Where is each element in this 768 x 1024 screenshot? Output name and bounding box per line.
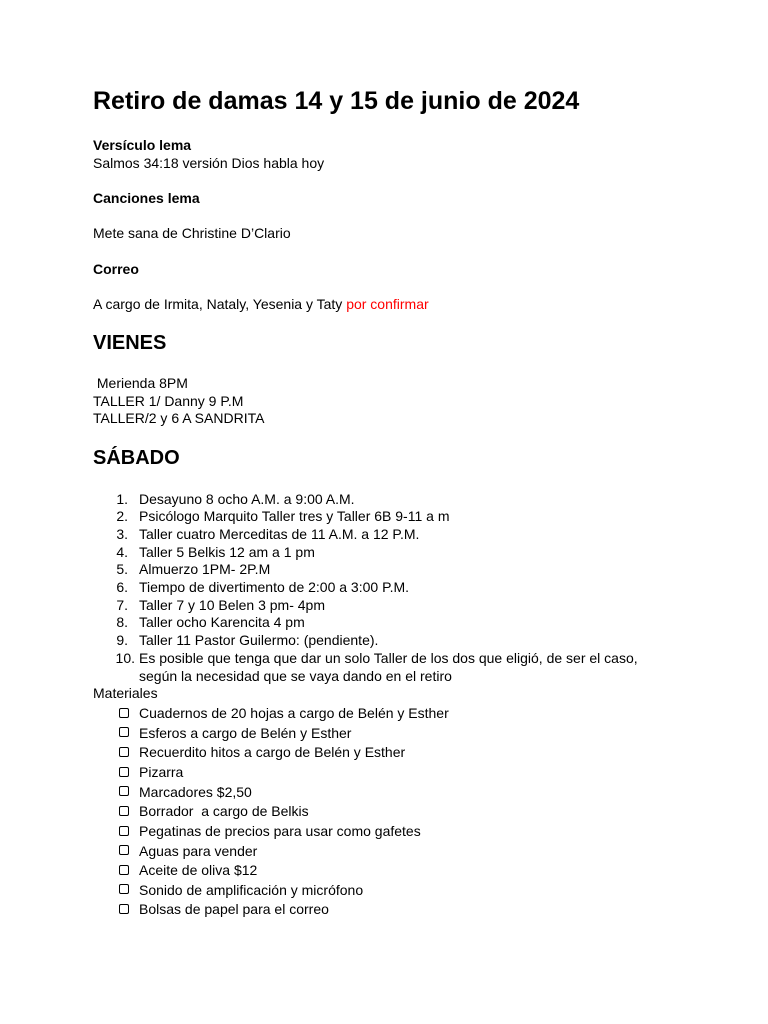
list-item-text: Almuerzo 1PM- 2P.M xyxy=(139,561,271,577)
list-item-text: Tiempo de divertimento de 2:00 a 3:00 P.M. xyxy=(139,579,410,595)
checkbox[interactable] xyxy=(119,786,129,796)
checkbox[interactable] xyxy=(119,806,129,816)
checklist-item-text: Pegatinas de precios para usar como gafetes xyxy=(139,823,421,839)
list-item-number: 1. xyxy=(116,491,128,507)
checklist-item-text: Aguas para vender xyxy=(139,843,258,859)
checklist-item-text: Sonido de amplificación y micrófono xyxy=(139,882,364,898)
correo-text: A cargo de Irmita, Nataly, Yesenia y Taty xyxy=(93,296,347,312)
checkbox[interactable] xyxy=(119,845,129,855)
list-item-number: 3. xyxy=(116,526,128,542)
checklist-item-text: Recuerdito hitos a cargo de Belén y Esther xyxy=(139,744,406,760)
list-item-text: Es posible que tenga que dar un solo Taller de los dos que eligió, de ser el caso, xyxy=(139,650,638,666)
versiculo-text: Salmos 34:18 versión Dios habla hoy xyxy=(93,155,325,171)
checklist-item-text: Esferos a cargo de Belén y Esther xyxy=(139,725,352,741)
list-item-number: 8. xyxy=(116,614,128,630)
page-title: Retiro de damas 14 y 15 de junio de 2024 xyxy=(93,87,580,115)
list-item-number: 4. xyxy=(116,544,128,560)
viernes-line-3: TALLER/2 y 6 A SANDRITA xyxy=(93,410,265,426)
list-item-number: 9. xyxy=(116,632,128,648)
correo-label: Correo xyxy=(93,261,139,277)
materiales-label: Materiales xyxy=(93,685,158,701)
sabado-heading: SÁBADO xyxy=(93,447,180,469)
canciones-label: Canciones lema xyxy=(93,190,200,206)
correo-status: por confirmar xyxy=(346,296,429,312)
correo-line xyxy=(93,295,429,313)
list-item-text-continued: según la necesidad que se vaya dando en el retiro xyxy=(139,668,452,684)
checkbox[interactable] xyxy=(119,708,129,718)
list-item-number: 7. xyxy=(116,597,128,613)
list-item-text: Taller ocho Karencita 4 pm xyxy=(139,614,305,630)
viernes-heading: VIENES xyxy=(93,332,167,354)
list-item-text: Taller 7 y 10 Belen 3 pm- 4pm xyxy=(139,597,325,613)
list-item-text: Taller 11 Pastor Guilermo: (pendiente). xyxy=(139,632,379,648)
checklist-item-text: Borrador a cargo de Belkis xyxy=(139,803,309,819)
checklist-item-text: Pizarra xyxy=(139,764,184,780)
list-item-text: Taller cuatro Merceditas de 11 A.M. a 12 P.M. xyxy=(139,526,420,542)
checkbox[interactable] xyxy=(119,826,129,836)
checkbox[interactable] xyxy=(119,747,129,757)
checklist-item-text: Aceite de oliva $12 xyxy=(139,862,258,878)
list-item-text: Taller 5 Belkis 12 am a 1 pm xyxy=(139,544,315,560)
checklist-item-text: Marcadores $2,50 xyxy=(139,784,252,800)
checkbox[interactable] xyxy=(119,767,129,777)
checklist-item-text: Bolsas de papel para el correo xyxy=(139,901,329,917)
viernes-line-2: TALLER 1/ Danny 9 P.M xyxy=(93,393,244,409)
list-item-text: Desayuno 8 ocho A.M. a 9:00 A.M. xyxy=(139,491,355,507)
list-item-number: 10. xyxy=(115,650,135,666)
list-item-text: Psicólogo Marquito Taller tres y Taller 6B 9-11 a m xyxy=(139,508,450,524)
checkbox[interactable] xyxy=(119,904,129,914)
canciones-text: Mete sana de Christine D’Clario xyxy=(93,225,291,241)
checkbox[interactable] xyxy=(119,865,129,875)
list-item-number: 6. xyxy=(116,579,128,595)
versiculo-label: Versículo lema xyxy=(93,137,192,153)
checkbox[interactable] xyxy=(119,884,129,894)
checklist-item-text: Cuadernos de 20 hojas a cargo de Belén y Esther xyxy=(139,705,449,721)
list-item-number: 2. xyxy=(116,508,128,524)
list-item-number: 5. xyxy=(116,561,128,577)
checkbox[interactable] xyxy=(119,727,129,737)
viernes-line-1: Merienda 8PM xyxy=(93,375,188,391)
